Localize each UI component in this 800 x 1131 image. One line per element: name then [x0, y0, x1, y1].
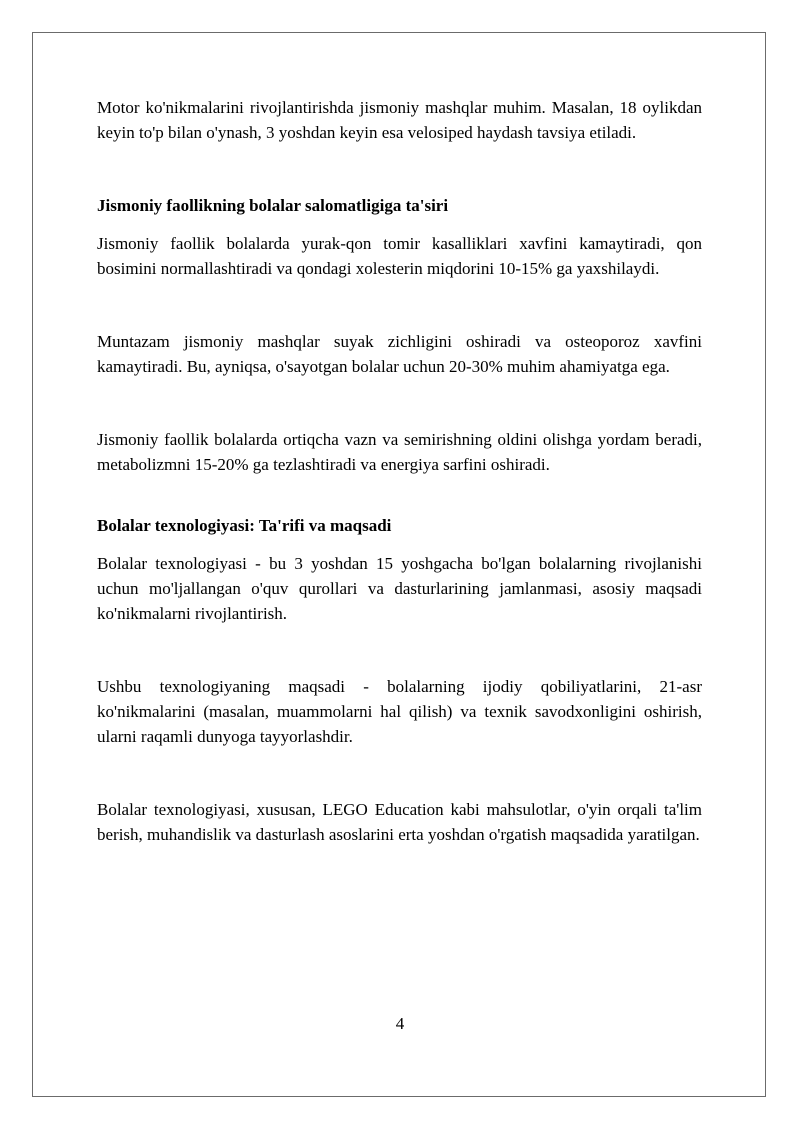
- paragraph-weight: Jismoniy faollik bolalarda ortiqcha vazn va semirishning oldini olishga yordam beradi, metabolizmni 15-20% ga tezlashtiradi va energiya sarfini oshiradi.: [97, 430, 702, 474]
- document-page: [32, 32, 766, 1097]
- section-heading-health: Jismoniy faollikning bolalar salomatligiga ta'siri: [97, 196, 449, 215]
- paragraph-bone-density: Muntazam jismoniy mashqlar suyak zichligini oshiradi va osteoporoz xavfini kamaytiradi. Bu, ayniqsa, o'sayotgan bolalar uchun 20-30% muhim ahamiyatga ega.: [97, 332, 702, 376]
- paragraph-tech-definition: Bolalar texnologiyasi - bu 3 yoshdan 15 yoshgacha bo'lgan bolalarning rivojlanishi uchun mo'ljallangan o'quv qurollari va dasturlarining jamlanmasi, asosiy maqsadi ko'nikmalarni rivojlantirish.: [97, 554, 702, 623]
- section-heading-technology: Bolalar texnologiyasi: Ta'rifi va maqsadi: [97, 516, 392, 535]
- paragraph-tech-goal: Ushbu texnologiyaning maqsadi - bolalarning ijodiy qobiliyatlarini, 21-asr ko'nikmalarini (masalan, muammolarni hal qilish) va texnik savodxonligini oshirish, ularni raqamli dunyoga tayyorlashdir.: [97, 677, 702, 746]
- paragraph-cardiovascular: Jismoniy faollik bolalarda yurak-qon tomir kasalliklari xavfini kamaytiradi, qon bosimini normallashtiradi va qondagi xolesterin miqdorini 10-15% ga yaxshilaydi.: [97, 234, 702, 278]
- paragraph-lego: Bolalar texnologiyasi, xususan, LEGO Education kabi mahsulotlar, o'yin orqali ta'lim berish, muhandislik va dasturlash asoslarini erta yoshdan o'rgatish maqsadida yaratilgan.: [97, 800, 702, 844]
- page-content: [97, 95, 702, 847]
- paragraph-motor-skills: Motor ko'nikmalarini rivojlantirishda jismoniy mashqlar muhim. Masalan, 18 oylikdan keyin to'p bilan o'ynash, 3 yoshdan keyin esa velosiped haydash tavsiya etiladi.: [97, 98, 702, 142]
- page-number: 4: [395, 1014, 405, 1033]
